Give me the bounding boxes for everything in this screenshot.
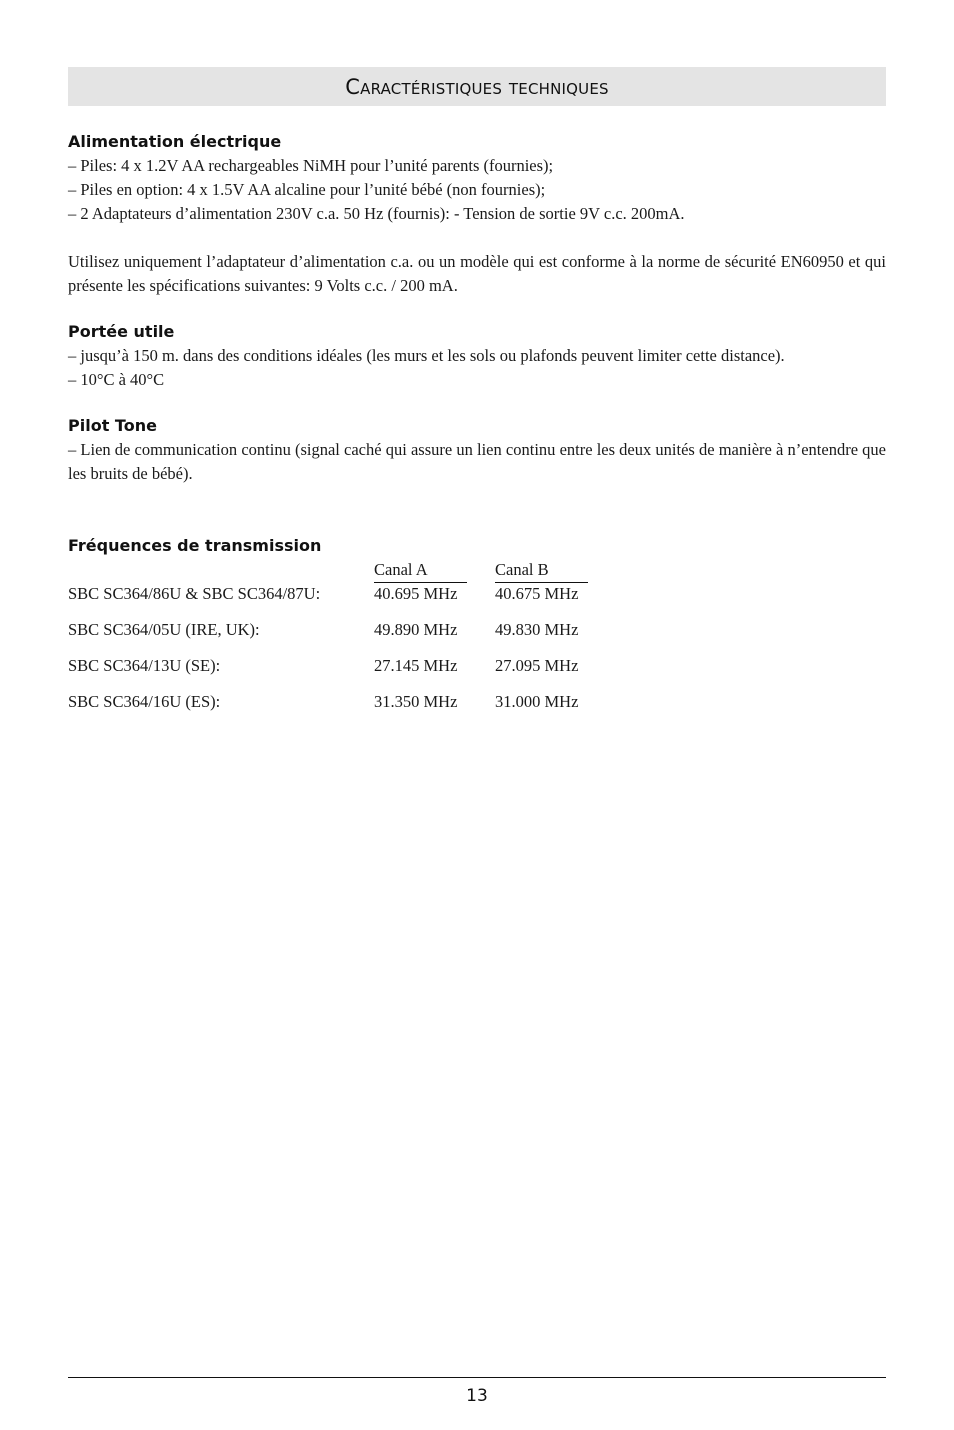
canal-b-cell: 40.675 MHz: [495, 584, 579, 603]
frequencies-section: [68, 534, 886, 748]
canal-b-cell: 27.095 MHz: [495, 656, 579, 675]
column-header-canal-b: Canal B: [495, 558, 588, 583]
table-row: [68, 582, 886, 606]
page-title: Caractéristiques techniques: [345, 74, 609, 99]
canal-b-cell: 49.830 MHz: [495, 620, 579, 639]
model-cell: SBC SC364/13U (SE):: [68, 656, 221, 675]
power-note: Utilisez uniquement l’adaptateur d’alimentation c.a. ou un modèle qui est conforme à la norme de sécurité EN60950 et qui présente les spécifications suivantes: 9 Volts c.c. / 200 mA.: [68, 252, 886, 295]
table-row: [68, 690, 886, 714]
canal-b-cell: 31.000 MHz: [495, 692, 579, 711]
frequency-table: [68, 558, 886, 748]
pilot-tone-section: [68, 414, 886, 486]
footer-divider: [68, 1377, 886, 1378]
range-line: – jusqu’à 150 m. dans des conditions idéales (les murs et les sols ou plafonds peuvent limiter cette distance).: [68, 346, 785, 365]
model-cell: SBC SC364/86U & SBC SC364/87U:: [68, 584, 321, 603]
power-heading: Alimentation électrique: [68, 132, 282, 151]
canal-a-cell: 40.695 MHz: [374, 584, 458, 603]
canal-a-cell: 49.890 MHz: [374, 620, 458, 639]
power-line: – Piles: 4 x 1.2V AA rechargeables NiMH pour l’unité parents (fournies);: [68, 156, 554, 175]
canal-a-cell: 31.350 MHz: [374, 692, 458, 711]
content: [68, 130, 886, 748]
table-row: [68, 618, 886, 642]
range-line: – 10°C à 40°C: [68, 370, 165, 389]
column-header-canal-a: Canal A: [374, 558, 467, 583]
section-title-bar: [68, 67, 886, 106]
model-cell: SBC SC364/05U (IRE, UK):: [68, 620, 260, 639]
pilot-tone-heading: Pilot Tone: [68, 416, 157, 435]
model-cell: SBC SC364/16U (ES):: [68, 692, 221, 711]
power-line: – Piles en option: 4 x 1.5V AA alcaline pour l’unité bébé (non fournies);: [68, 180, 546, 199]
range-section: [68, 320, 886, 392]
table-row: [68, 654, 886, 678]
canal-a-cell: 27.145 MHz: [374, 656, 458, 675]
frequencies-heading: Fréquences de transmission: [68, 536, 322, 555]
page-number: 13: [466, 1386, 488, 1406]
pilot-tone-text: – Lien de communication continu (signal caché qui assure un lien continu entre les deux unités de manière à n’entendre que les bruits de bébé).: [68, 440, 886, 483]
power-section: [68, 130, 886, 298]
range-heading: Portée utile: [68, 322, 175, 341]
power-line: – 2 Adaptateurs d’alimentation 230V c.a. 50 Hz (fournis): - Tension de sortie 9V c.c. 200mA.: [68, 204, 685, 223]
